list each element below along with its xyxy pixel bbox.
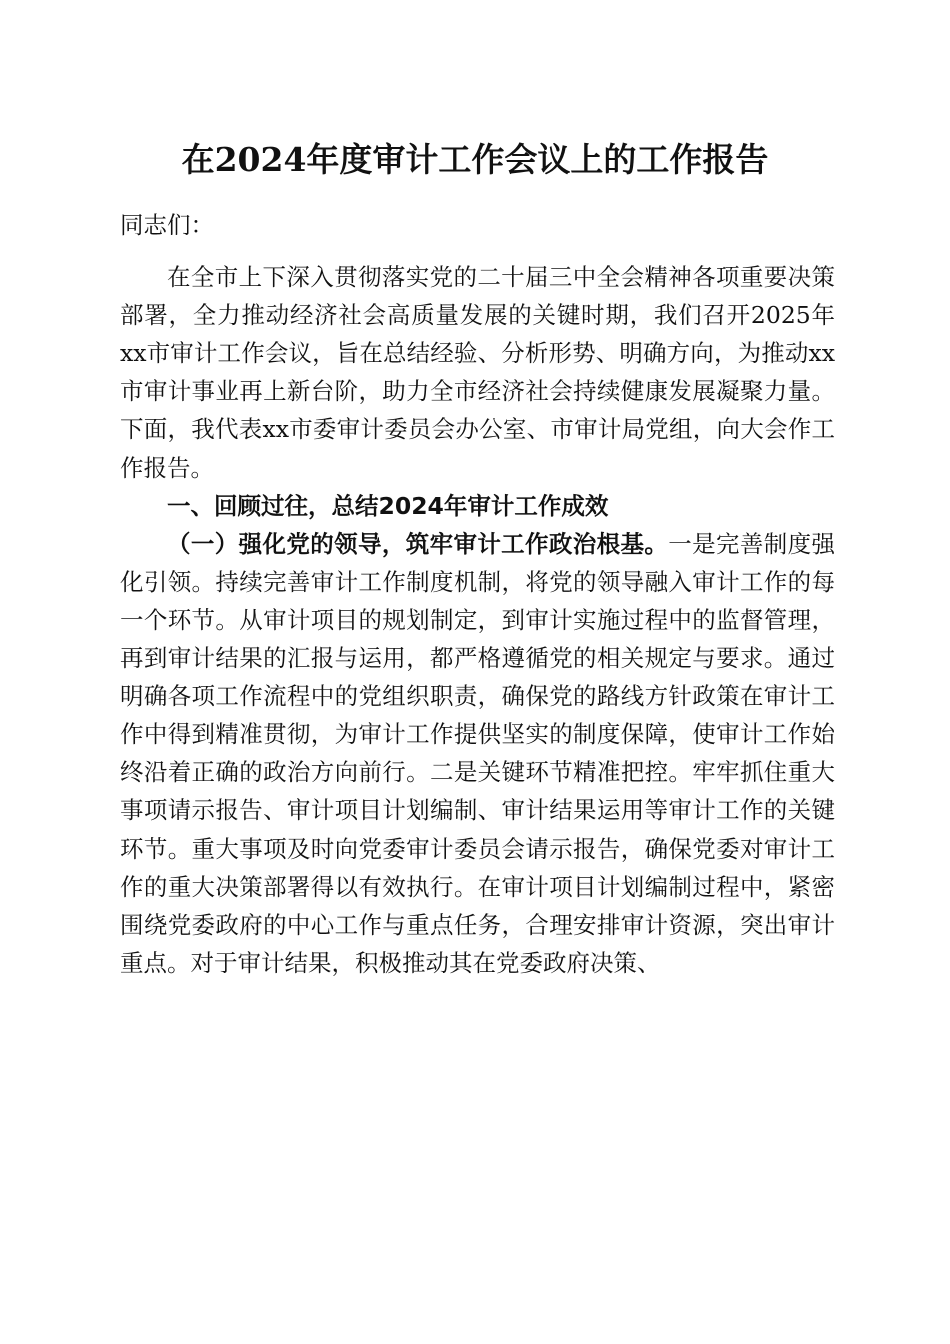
subsection-paragraph-1 [120,525,835,982]
subsection-body-1: 一是完善制度强化引领。持续完善审计工作制度机制，将党的领导融入审计工作的每一个环节。从审计项目的规划制定，到审计实施过程中的监督管理，再到审计结果的汇报与运用，都严格遵循党的相关规定与要求。通过明确各项工作流程中的党组织职责，确保党的路线方针政策在审计工作中得到精准贯彻，为审计工作提供坚实的制度保障，使审计工作始终沿着正确的政治方向前行。二是关键环节精准把控。牢牢抓住重大事项请示报告、审计项目计划编制、审计结果运用等审计工作的关键环节。重大事项及时向党委审计委员会请示报告，确保党委对审计工作的重大决策部署得以有效执行。在审计项目计划编制过程中，紧密围绕党委政府的中心工作与重点任务，合理安排审计资源，突出审计重点。对于审计结果，积极推动其在党委政府决策、 [120,529,836,977]
section-heading-1: 一、回顾过往，总结2024年审计工作成效 [167,491,609,520]
subsection-heading-1: （一）强化党的领导，筑牢审计工作政治根基。 [167,529,669,558]
salutation: 同志们： [120,211,214,239]
intro-paragraph: 在全市上下深入贯彻落实党的二十届三中全会精神各项重要决策部署，全力推动经济社会高质量发展的关键时期，我们召开2025年xx市审计工作会议，旨在总结经验、分析形势、明确方向，为推动xx市审计事业再上新台阶，助力全市经济社会持续健康发展凝聚力量。下面，我代表xx市委审计委员会办公室、市审计局党组，向大会作工作报告。 [120,263,835,482]
document-body [120,206,835,982]
document-title: 在2024年度审计工作会议上的工作报告 [181,140,769,179]
